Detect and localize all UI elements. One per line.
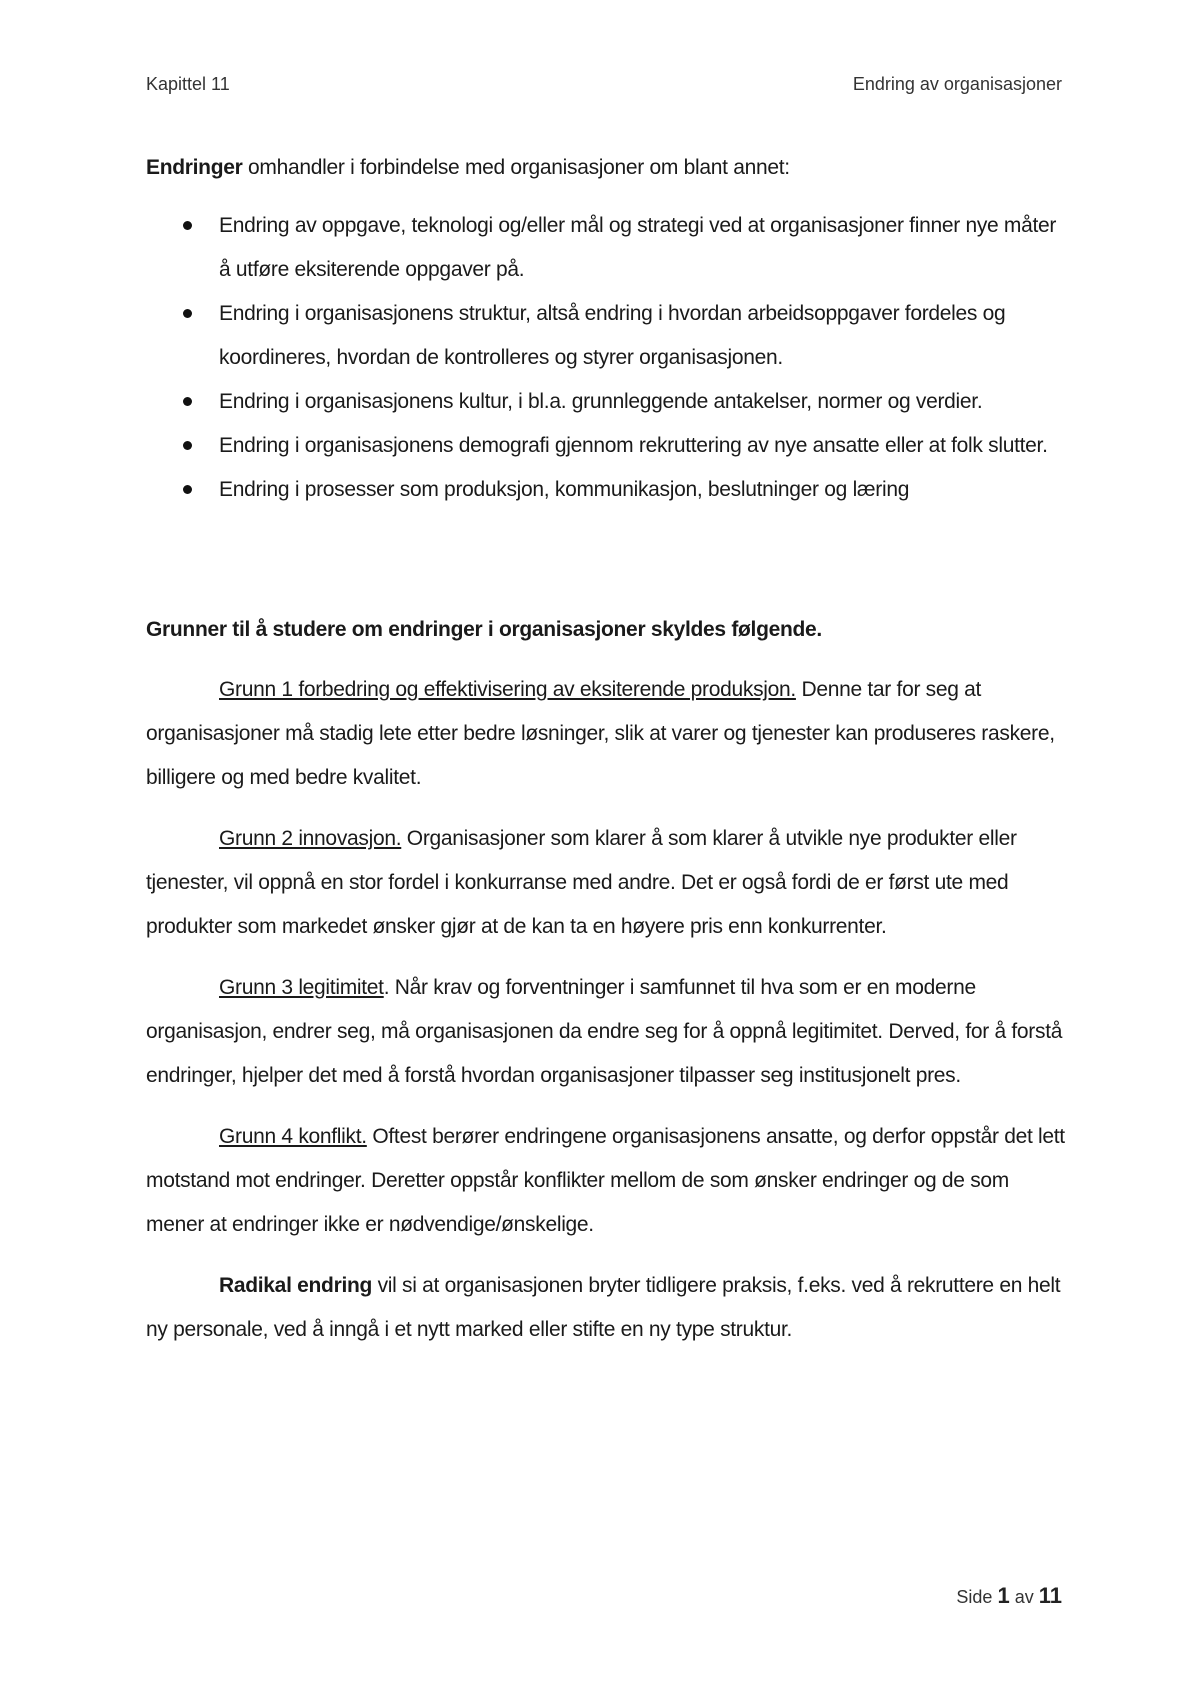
bullet-icon [183, 397, 192, 406]
footer-side-label: Side [956, 1587, 993, 1607]
header-title: Endring av organisasjoner [852, 74, 1062, 94]
intro-paragraph [146, 146, 1066, 190]
reason-text: . Når krav og forventninger i samfunnet til hva som er en moderne organisasjon, endrer seg, må organisasjonen da endre seg for å oppnå legitimitet. Derved, for å forstå endringer, hjelper det med å forstå hvordan organisasjoner tilpasser seg institusjonelt pres. [146, 976, 1063, 1087]
reason-paragraph-3 [146, 966, 1066, 1098]
change-list [146, 204, 1066, 512]
section-heading: Grunner til å studere om endringer i organisasjoner skyldes følgende. [146, 618, 822, 641]
intro-bold: Endringer [146, 156, 243, 179]
bullet-icon [183, 309, 192, 318]
reason-text: Organisasjoner som klarer å som klarer å utvikle nye produkter eller tjenester, vil oppnå en stor fordel i konkurranse med andre. Det er også fordi de er først ute med produkter som markedet ønsker gjør at de kan ta en høyere pris enn konkurrenter. [146, 827, 1017, 938]
list-item: Endring av oppgave, teknologi og/eller mål og strategi ved at organisasjoner finner nye måter å utføre eksiterende oppgaver på. [146, 204, 1066, 292]
bullet-icon [183, 441, 192, 450]
reason-paragraph-2 [146, 817, 1066, 949]
reason-title: Grunn 3 legitimitet [219, 976, 384, 999]
bullet-icon [183, 221, 192, 230]
radikal-text: vil si at organisasjonen bryter tidligere praksis, f.eks. ved å rekruttere en helt ny personale, ved å inngå i et nytt marked eller stifte en ny type struktur. [146, 1274, 1061, 1341]
page-footer [956, 1583, 1062, 1609]
reason-text: Denne tar for seg at organisasjoner må stadig lete etter bedre løsninger, slik at varer og tjenester kan produseres raskere, billigere og med bedre kvalitet. [146, 678, 1055, 789]
list-item: Endring i organisasjonens kultur, i bl.a. grunnleggende antakelser, normer og verdier. [146, 380, 1066, 424]
list-item: Endring i organisasjonens demografi gjennom rekruttering av nye ansatte eller at folk slutter. [146, 424, 1066, 468]
radikal-paragraph [146, 1264, 1066, 1352]
reason-paragraph-4 [146, 1115, 1066, 1247]
list-item: Endring i prosesser som produksjon, kommunikasjon, beslutninger og læring [146, 468, 1066, 512]
reason-title: Grunn 2 innovasjon. [219, 827, 402, 850]
reason-text: Oftest berører endringene organisasjonens ansatte, og derfor oppstår det lett motstand mot endringer. Deretter oppstår konflikter mellom de som ønsker endringer og de som mener at endringer ikke er nødvendige/ønskelige. [146, 1125, 1065, 1236]
reason-title: Grunn 4 konflikt. [219, 1125, 367, 1148]
bullet-icon [183, 485, 192, 494]
intro-text: omhandler i forbindelse med organisasjoner om blant annet: [242, 156, 790, 179]
footer-av-label: av [1014, 1587, 1034, 1607]
reason-title: Grunn 1 forbedring og effektivisering av eksiterende produksjon. [219, 678, 796, 701]
list-item: Endring i organisasjonens struktur, altså endring i hvordan arbeidsoppgaver fordeles og koordineres, hvordan de kontrolleres og styrer organisasjonen. [146, 292, 1066, 380]
footer-page-number: 1 [997, 1583, 1010, 1608]
page-header [146, 74, 1062, 95]
header-chapter: Kapittel 11 [146, 74, 230, 94]
reason-paragraph-1 [146, 668, 1066, 800]
radikal-bold: Radikal endring [219, 1274, 373, 1297]
footer-page-total: 11 [1038, 1583, 1062, 1608]
document-body [146, 146, 1066, 1352]
